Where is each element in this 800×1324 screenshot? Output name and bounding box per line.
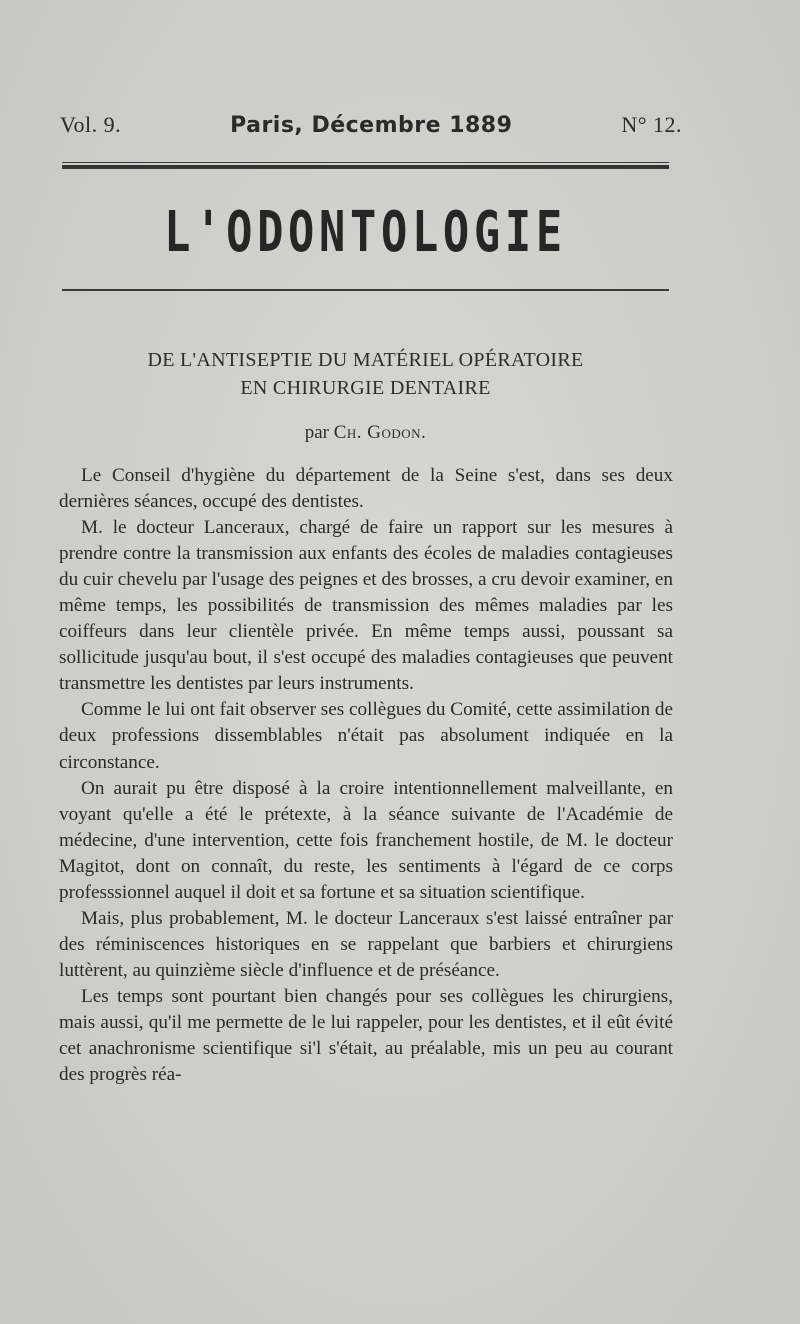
author-name: Ch. Godon. — [333, 422, 427, 443]
byline-prefix: par — [304, 422, 329, 443]
paragraph: Le Conseil d'hygiène du département de la Seine s'est, dans ses deux dernières séances, occupé des dentistes. — [59, 465, 673, 513]
article-title-line-2: EN CHIRURGIE DENTAIRE — [240, 377, 491, 399]
paragraph: Mais, plus probablement, M. le docteur Lanceraux s'est laissé entraîner par des réminiscences historiques en se rappelant que barbiers et chirurgiens luttèrent, au quinzième siècle d'influence et de préséance. — [59, 907, 673, 981]
title-rule — [62, 289, 669, 291]
paragraph: M. le docteur Lanceraux, chargé de faire un rapport sur les mesures à prendre contre la transmission aux enfants des écoles de maladies contagieuses du cuir chevelu par l'usage des peignes et des brosses, a cru devoir examiner, en même temps, les possibilités de transmission des mêmes maladies par les coiffeurs dans leur clientèle privée. En même temps aussi, poussant sa sollicitude jusqu'au bout, il s'est occupé des maladies contagieuses que peuvent transmettre les dentistes par leurs instruments. — [59, 517, 673, 695]
issue-date: Paris, Décembre 1889 — [230, 113, 513, 138]
article-body — [59, 463, 673, 1088]
journal-title: L'ODONTOLOGIE — [164, 200, 567, 265]
header-double-rule — [62, 162, 669, 169]
article-byline — [62, 422, 669, 444]
article-title-line-1: DE L'ANTISEPTIE DU MATÉRIEL OPÉRATOIRE — [147, 349, 584, 371]
issue-number: N° 12. — [621, 112, 682, 137]
paragraph: Comme le lui ont fait observer ses collègues du Comité, cette assimilation de deux professions dissemblables n'était pas absolument indiquée en la circonstance. — [59, 699, 674, 773]
running-header — [60, 112, 682, 152]
paragraph: On aurait pu être disposé à la croire intentionnellement malveillante, en voyant qu'elle a été le prétexte, à la séance suivante de l'Académie de médecine, d'une intervention, cette fois franchement hostile, de M. le docteur Magitot, dont on connaît, du reste, les sentiments à l'égard de ce corps professsionnel auquel il doit et sa fortune et sa situation scientifique. — [59, 777, 673, 903]
paragraph: Les temps sont pourtant bien changés pour ses collègues les chirurgiens, mais aussi, qu'il me permette de le lui rappeler, pour les dentistes, et il eût évité cet anachronisme scientifique si'l s'était, au préalable, mis un peu au courant des progrès réa- — [59, 985, 673, 1086]
volume-label: Vol. 9. — [60, 112, 122, 137]
article-title — [62, 346, 669, 402]
